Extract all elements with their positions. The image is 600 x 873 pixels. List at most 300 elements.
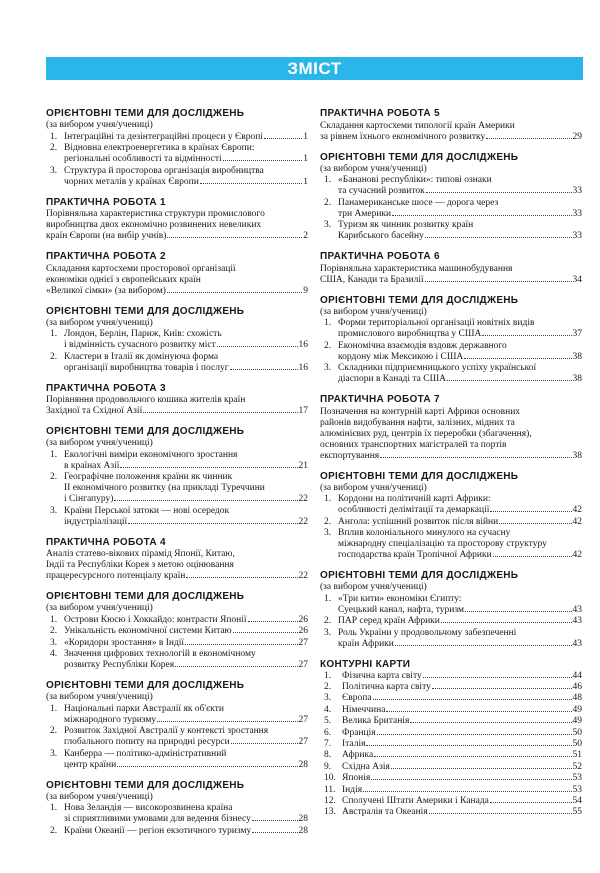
- entry-body: [64, 615, 308, 626]
- entry-last-line: [338, 374, 582, 385]
- page-number: 28: [298, 759, 308, 770]
- page-number: 16: [298, 340, 308, 350]
- entry-title-line: в країнах Азії: [64, 460, 120, 471]
- page-number: 48: [572, 693, 582, 704]
- map-title: Політична карта світу: [342, 681, 431, 692]
- entry-body: [64, 143, 308, 165]
- entry-last-line: [64, 760, 308, 771]
- entry-number: 3.: [324, 220, 332, 230]
- entry-body: [342, 773, 582, 784]
- toc-entry[interactable]: [320, 616, 582, 627]
- dot-leader: [366, 745, 571, 746]
- page-number: 29: [572, 131, 582, 142]
- section-heading: ПРАКТИЧНА РОБОТА 1: [46, 196, 166, 208]
- entry-body: [342, 807, 582, 818]
- entry-body: [342, 705, 582, 716]
- section-subheading: (за вибором учня/учениці): [320, 306, 427, 317]
- dot-leader: [425, 281, 572, 282]
- toc-section: [46, 680, 308, 771]
- entry-last-line: [46, 571, 308, 582]
- page-number: 27: [298, 637, 308, 648]
- toc-entry[interactable]: [46, 649, 308, 671]
- page-number: 37: [572, 329, 582, 339]
- entry-last-line: [338, 329, 582, 340]
- dot-leader: [377, 734, 572, 735]
- toc-section: [46, 108, 308, 188]
- entry-body: [64, 726, 308, 748]
- entry-title-line: Складники підприємницького успіху української: [338, 363, 537, 373]
- entry-body: [64, 649, 308, 671]
- toc-entry[interactable]: [320, 341, 582, 363]
- entry-last-line: [342, 762, 582, 773]
- dot-leader: [200, 183, 302, 184]
- toc-entry[interactable]: [320, 198, 582, 220]
- entry-title-line: Структура й просторова організація виробництва: [64, 165, 264, 176]
- entry-body: [338, 175, 582, 197]
- entry-number: 3.: [50, 748, 58, 759]
- entry-title-line: кордону між Мексикою і США: [338, 351, 464, 362]
- dot-leader: [423, 677, 572, 678]
- map-title: Японія: [342, 773, 371, 784]
- entry-number: 2.: [50, 726, 58, 736]
- section-subheading: (за вибором учня/учениці): [320, 482, 427, 493]
- map-entry[interactable]: [320, 739, 582, 750]
- section-heading: ОРІЄНТОВНІ ТЕМИ ДЛЯ ДОСЛІДЖЕНЬ: [320, 570, 519, 581]
- map-entry[interactable]: [320, 728, 582, 739]
- dot-leader: [363, 791, 571, 792]
- entry-last-line: [64, 363, 308, 374]
- entry-body: [64, 826, 308, 837]
- entry-last-line: [342, 716, 582, 727]
- entry-title-line: організації виробництва товарів і послуг: [64, 362, 229, 373]
- entry-title-line: Лондон, Берлін, Париж, Київ: схожість: [64, 329, 222, 339]
- map-entry[interactable]: [320, 762, 582, 773]
- entry-body: [64, 626, 308, 637]
- entry-number: 6.: [324, 727, 332, 738]
- page-number: 42: [572, 550, 582, 560]
- section-heading: ПРАКТИЧНА РОБОТА 7: [320, 394, 440, 405]
- map-title: Італія: [342, 738, 366, 749]
- entry-number: 3.: [324, 363, 332, 373]
- toc-entry[interactable]: [320, 318, 582, 340]
- entry-title-line: міжнародну спеціалізацію та просторову структуру: [338, 539, 547, 549]
- dot-leader: [465, 611, 571, 612]
- entry-title-line: Індії та Республіки Корея з метою оцінювання: [46, 560, 234, 570]
- toc-entry[interactable]: [320, 517, 582, 528]
- entry-title-line: Карибського басейну: [338, 231, 424, 241]
- page-number: 28: [298, 825, 308, 836]
- page-number: 38: [572, 450, 582, 461]
- entry-title-line: Форми територіальної організації новітніх видів: [338, 318, 535, 328]
- page-number: 38: [572, 374, 582, 384]
- page-number: 1: [303, 154, 308, 164]
- entry-title-line: промислового виробництва у США: [338, 329, 482, 339]
- page-number: 42: [572, 516, 582, 527]
- entry-body: [338, 363, 582, 385]
- entry-title-line: ПАР серед країн Африки: [338, 616, 440, 626]
- entry-last-line: [320, 451, 582, 462]
- entry-number: 3.: [50, 505, 58, 516]
- entry-body: [46, 264, 308, 297]
- dot-leader: [120, 467, 297, 468]
- section-heading: ОРІЄНТОВНІ ТЕМИ ДЛЯ ДОСЛІДЖЕНЬ: [320, 151, 519, 163]
- toc-entry[interactable]: [46, 209, 308, 242]
- dot-leader: [486, 138, 571, 139]
- dot-leader: [374, 756, 571, 757]
- toc-entry[interactable]: [320, 407, 582, 462]
- page-number: 49: [572, 704, 582, 715]
- entry-body: [64, 329, 308, 351]
- entry-title-line: і Сінгапуру): [64, 494, 114, 504]
- page-number: 27: [298, 660, 308, 670]
- entry-title-line: Панамериканське шосе — дорога через: [338, 197, 499, 208]
- entry-body: [338, 594, 582, 616]
- page-number: 53: [572, 784, 582, 795]
- dot-leader: [447, 380, 571, 381]
- toc-section: [320, 570, 582, 650]
- entry-body: [320, 264, 582, 286]
- entry-number: 2.: [324, 197, 332, 208]
- entry-title-line: Туризм як чинник розвитку країн: [338, 220, 474, 230]
- toc-entry[interactable]: [320, 363, 582, 385]
- page-number: 49: [572, 716, 582, 727]
- entry-last-line: [342, 750, 582, 761]
- page-number: 33: [572, 186, 582, 196]
- entry-number: 1.: [324, 318, 332, 328]
- entry-number: 12.: [324, 795, 336, 806]
- dot-leader: [175, 666, 297, 667]
- page-number: 34: [572, 274, 582, 285]
- entry-number: 2.: [50, 626, 58, 636]
- entry-last-line: [64, 826, 308, 837]
- entry-title-line: Економічна взаємодія вздовж державного: [338, 340, 507, 351]
- section-heading: ПРАКТИЧНА РОБОТА 6: [320, 251, 440, 262]
- entry-title-line: США, Канади та Бразилії: [320, 274, 424, 285]
- entry-number: 1.: [324, 175, 332, 185]
- entry-title-line: виробництва двох економічно розвинених невеликих: [46, 220, 262, 230]
- entry-number: 2.: [50, 472, 58, 482]
- map-entry[interactable]: [320, 750, 582, 761]
- entry-title-line: чорних металів у країнах Європи: [64, 176, 199, 187]
- toc-section: [320, 295, 582, 386]
- page-number: 22: [298, 571, 308, 581]
- entry-title-line: розвитку Республіки Корея: [64, 660, 175, 670]
- entry-body: [338, 198, 582, 220]
- entry-body: [46, 395, 308, 417]
- entry-title-line: основних транспортних магістралей та портів: [320, 439, 507, 450]
- entry-last-line: [342, 739, 582, 750]
- map-entry[interactable]: [320, 682, 582, 693]
- toc-entry[interactable]: [46, 329, 308, 351]
- page-number: 46: [572, 681, 582, 692]
- entry-body: [64, 803, 308, 825]
- contour-maps-section: [320, 659, 582, 819]
- entry-title-line: працересурсного потенціалу країн: [46, 571, 186, 581]
- toc-entry[interactable]: [46, 549, 308, 582]
- dot-leader: [114, 500, 297, 501]
- entry-title-line: Роль України у продовольчому забезпеченні: [338, 627, 517, 638]
- page-number: 16: [298, 362, 308, 373]
- map-title: Африка: [342, 750, 374, 761]
- map-entry[interactable]: [320, 716, 582, 727]
- toc-section: [46, 383, 308, 418]
- toc-section: [46, 537, 308, 583]
- entry-body: [64, 638, 308, 649]
- entry-body: [320, 121, 582, 143]
- entry-last-line: [64, 177, 308, 188]
- entry-number: 1.: [50, 131, 58, 142]
- entry-title-line: зі сприятливими умовами для ведення бізнесу: [64, 814, 251, 824]
- map-entry[interactable]: [320, 693, 582, 704]
- entry-body: [64, 352, 308, 374]
- dot-leader: [425, 237, 572, 238]
- entry-body: [320, 407, 582, 462]
- map-entry[interactable]: [320, 705, 582, 716]
- toc-entry[interactable]: [46, 826, 308, 837]
- section-heading: ПРАКТИЧНА РОБОТА 3: [46, 382, 166, 394]
- entry-number: 13.: [324, 807, 336, 818]
- toc-section: [320, 394, 582, 462]
- dot-leader: [167, 237, 302, 238]
- toc-entry[interactable]: [46, 352, 308, 374]
- entry-last-line: [64, 154, 308, 165]
- entry-last-line: [342, 773, 582, 784]
- entry-number: 4.: [324, 704, 332, 715]
- entry-title-line: країн Африки: [338, 638, 394, 649]
- entry-number: 2.: [324, 616, 332, 626]
- map-title: Індія: [342, 784, 363, 795]
- toc-section: [46, 591, 308, 671]
- page-number: 17: [298, 406, 308, 416]
- dot-leader: [143, 412, 297, 413]
- page-number: 22: [298, 494, 308, 504]
- toc-entry[interactable]: [46, 166, 308, 188]
- entry-title-line: алюмінієвих руд, центрів їх переробки (збагачення),: [320, 428, 532, 439]
- dot-leader: [128, 523, 297, 524]
- entry-title-line: країн Європи (на вибір учнів): [46, 231, 167, 241]
- entry-number: 2.: [50, 143, 58, 153]
- map-entry[interactable]: [320, 796, 582, 807]
- toc-section: [46, 780, 308, 837]
- entry-title-line: Країни Океанії — регіон екзотичного туризму: [64, 825, 252, 836]
- entry-number: 3.: [324, 693, 332, 704]
- entry-title-line: діаспори в Канаді та США: [338, 374, 447, 384]
- dot-leader: [392, 215, 571, 216]
- entry-last-line: [338, 352, 582, 363]
- toc-entry[interactable]: [320, 528, 582, 561]
- entry-body: [342, 671, 582, 682]
- entry-title-line: Канберра — політико-адміністративний: [64, 748, 227, 759]
- entry-title-line: Порівняння продовольчого кошика жителів країн: [46, 395, 246, 405]
- entry-body: [342, 728, 582, 739]
- section-subheading: (за вибором учня/учениці): [46, 791, 153, 802]
- map-title: Франція: [342, 727, 376, 738]
- entry-title-line: Розвиток Західної Австралії у контексті зростання: [64, 726, 269, 736]
- toc-section: [46, 251, 308, 297]
- entry-body: [338, 494, 582, 516]
- entry-last-line: [46, 286, 308, 297]
- entry-body: [338, 517, 582, 528]
- dot-leader: [231, 743, 298, 744]
- entry-body: [338, 220, 582, 242]
- page-number: 21: [298, 460, 308, 471]
- dot-leader: [441, 622, 572, 623]
- dot-leader: [482, 335, 571, 336]
- toc-entry[interactable]: [46, 704, 308, 726]
- entry-title-line: Екологічні виміри економічного зростання: [64, 449, 238, 460]
- entry-last-line: [64, 340, 308, 351]
- toc-entry[interactable]: [46, 264, 308, 297]
- entry-number: 3.: [324, 528, 332, 538]
- entry-title-line: Відновна електроенергетика в країнах Європи:: [64, 143, 255, 153]
- entry-title-line: Складання картосхеми просторової організації: [46, 263, 236, 274]
- section-heading: ПРАКТИЧНА РОБОТА 5: [320, 108, 440, 119]
- toc-entry[interactable]: [320, 494, 582, 516]
- entry-title-line: Ангола: успішний розвиток після війни: [338, 516, 499, 527]
- toc-entry[interactable]: [46, 638, 308, 649]
- dot-leader: [490, 802, 572, 803]
- dot-leader: [426, 192, 572, 193]
- dot-leader: [248, 621, 298, 622]
- entry-last-line: [64, 517, 308, 528]
- entry-title-line: Кордони на політичній карті Африки:: [338, 494, 491, 504]
- toc-section: [320, 152, 582, 243]
- map-entry[interactable]: [320, 785, 582, 796]
- entry-number: 1.: [324, 494, 332, 504]
- dot-leader: [185, 644, 297, 645]
- toc-entry[interactable]: [320, 175, 582, 197]
- page-number: 51: [572, 750, 582, 761]
- entry-number: 2.: [324, 681, 332, 692]
- entry-number: 1.: [50, 703, 58, 714]
- toc-entry[interactable]: [46, 803, 308, 825]
- entry-last-line: [342, 796, 582, 807]
- section-heading: ОРІЄНТОВНІ ТЕМИ ДЛЯ ДОСЛІДЖЕНЬ: [320, 470, 519, 482]
- entry-last-line: [338, 505, 582, 516]
- page-number: 43: [572, 604, 582, 615]
- entry-last-line: [342, 728, 582, 739]
- entry-title-line: Суецький канал, нафта, туризм: [338, 604, 465, 615]
- entry-body: [46, 209, 308, 242]
- map-title: Фізична карта світу: [342, 670, 422, 681]
- entry-last-line: [64, 461, 308, 472]
- entry-last-line: [64, 737, 308, 748]
- entry-title-line: Порівняльна характеристика структури промислового: [46, 209, 265, 219]
- entry-title-line: за рівнем їхнього економічного розвитку: [320, 131, 486, 142]
- entry-last-line: [342, 807, 582, 818]
- section-heading: ОРІЄНТОВНІ ТЕМИ ДЛЯ ДОСЛІДЖЕНЬ: [46, 680, 245, 691]
- entry-number: 9.: [324, 761, 332, 772]
- toc-entry[interactable]: [46, 626, 308, 637]
- dot-leader: [264, 138, 302, 139]
- section-heading: КОНТУРНІ КАРТИ: [320, 658, 411, 670]
- map-entry[interactable]: [320, 773, 582, 784]
- entry-title-line: Країни Перської затоки — нові осередок: [64, 505, 230, 516]
- entry-title-line: міжнародного туризму: [64, 714, 157, 725]
- entry-title-line: господарства країн Тропічної Африки: [338, 550, 492, 560]
- entry-body: [338, 528, 582, 561]
- entry-number: 2.: [324, 516, 332, 527]
- page-number: 43: [572, 616, 582, 626]
- toc-entry[interactable]: [320, 594, 582, 616]
- entry-title-line: та сучасний розвиток: [338, 186, 425, 196]
- toc-banner: ЗМІСТ: [46, 57, 583, 80]
- dot-leader: [157, 721, 297, 722]
- entry-title-line: ІІ економічного розвитку (на прикладі Туреччини: [64, 483, 265, 493]
- toc-entry[interactable]: [46, 726, 308, 748]
- toc-entry[interactable]: [320, 628, 582, 650]
- map-entry[interactable]: [320, 807, 582, 818]
- entry-last-line: [338, 639, 582, 650]
- entry-body: [64, 166, 308, 188]
- entry-body: [64, 472, 308, 505]
- entry-number: 1.: [50, 614, 58, 625]
- entry-body: [64, 704, 308, 726]
- page-number: 50: [572, 738, 582, 749]
- entry-number: 2.: [50, 351, 58, 362]
- entry-body: [64, 506, 308, 528]
- section-heading: ОРІЄНТОВНІ ТЕМИ ДЛЯ ДОСЛІДЖЕНЬ: [46, 426, 245, 437]
- toc-column-left: [46, 108, 308, 846]
- dot-leader: [395, 645, 572, 646]
- entry-number: 1.: [50, 803, 58, 813]
- page-number: 27: [298, 737, 308, 747]
- toc-entry[interactable]: [46, 132, 308, 143]
- toc-section: [320, 108, 582, 143]
- toc-entry[interactable]: [320, 121, 582, 143]
- toc-entry[interactable]: [320, 220, 582, 242]
- entry-body: [338, 616, 582, 627]
- toc-entry[interactable]: [46, 506, 308, 528]
- entry-title-line: центр країни: [64, 759, 117, 770]
- dot-leader: [490, 511, 571, 512]
- dot-leader: [386, 711, 571, 712]
- entry-number: 8.: [324, 750, 332, 761]
- entry-title-line: Національні парки Австралії як об'єкти: [64, 703, 224, 714]
- map-title: Сполучені Штати Америки і Канада: [342, 795, 489, 806]
- entry-number: 10.: [324, 773, 336, 784]
- page-number: 9: [303, 285, 308, 296]
- toc-entry[interactable]: [46, 749, 308, 771]
- toc-entry[interactable]: [46, 143, 308, 165]
- toc-entry[interactable]: [46, 450, 308, 472]
- toc-entry[interactable]: [46, 395, 308, 417]
- entry-number: 2.: [324, 340, 332, 351]
- map-title: Східна Азія: [342, 761, 390, 772]
- entry-last-line: [64, 638, 308, 649]
- dot-leader: [429, 813, 572, 814]
- section-heading: ОРІЄНТОВНІ ТЕМИ ДЛЯ ДОСЛІДЖЕНЬ: [46, 108, 245, 119]
- entry-last-line: [64, 494, 308, 505]
- entry-title-line: «Коридори зростання» в Індії: [64, 637, 185, 648]
- toc-entry[interactable]: [46, 615, 308, 626]
- toc-entry[interactable]: [320, 264, 582, 286]
- page-number: 55: [572, 807, 582, 818]
- toc-entry[interactable]: [46, 472, 308, 505]
- map-entry[interactable]: [320, 671, 582, 682]
- toc-section: [320, 251, 582, 286]
- entry-title-line: Складання картосхеми типології країн Америки: [320, 120, 515, 131]
- dot-leader: [230, 369, 298, 370]
- page-number: 42: [572, 505, 582, 515]
- section-heading: ОРІЄНТОВНІ ТЕМИ ДЛЯ ДОСЛІДЖЕНЬ: [320, 294, 519, 306]
- entry-body: [342, 762, 582, 773]
- entry-body: [342, 750, 582, 761]
- entry-last-line: [342, 705, 582, 716]
- toc-section: [46, 306, 308, 374]
- entry-title-line: експортування: [320, 450, 380, 461]
- entry-last-line: [320, 132, 582, 143]
